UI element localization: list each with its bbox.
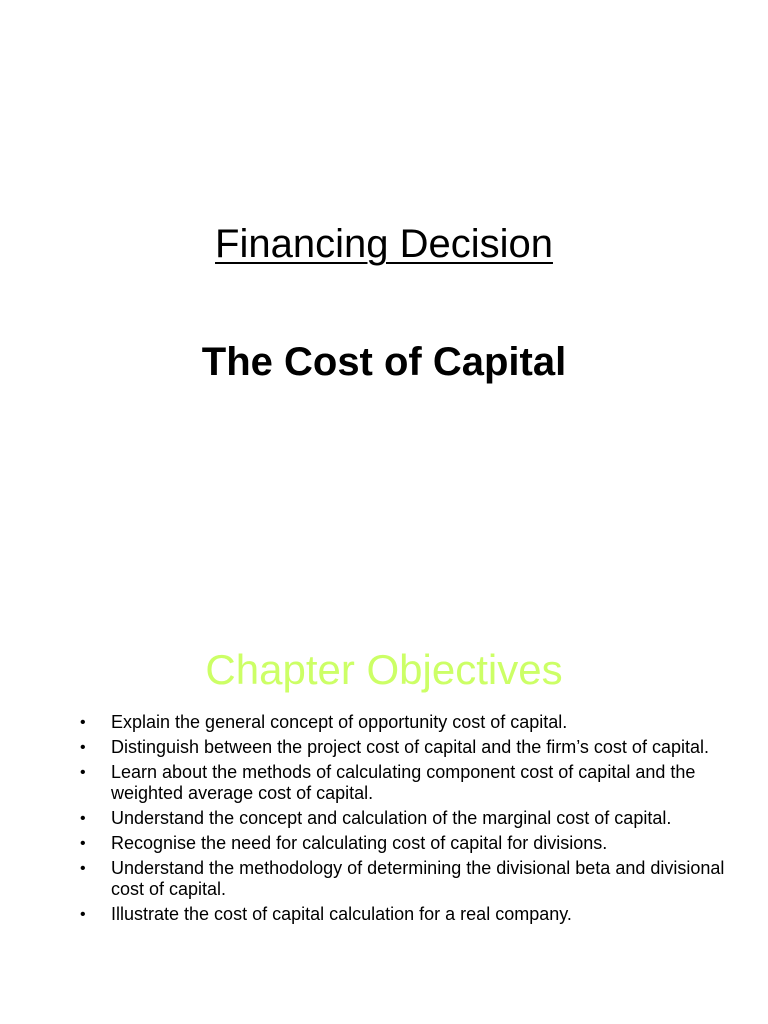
bullet-icon: • bbox=[80, 835, 86, 852]
objective-text: Recognise the need for calculating cost of capital for divisions. bbox=[111, 833, 608, 853]
objective-text: Understand the concept and calculation of the marginal cost of capital. bbox=[111, 808, 672, 828]
bullet-icon: • bbox=[80, 739, 86, 756]
objective-text: Explain the general concept of opportunity cost of capital. bbox=[111, 712, 568, 732]
slide-title: Financing Decision bbox=[215, 222, 553, 266]
bullet-icon: • bbox=[80, 906, 86, 923]
objective-item bbox=[80, 712, 740, 733]
bullet-icon: • bbox=[80, 714, 86, 731]
objective-item bbox=[80, 762, 740, 804]
objective-text: Learn about the methods of calculating component cost of capital and the weighted average cost of capital. bbox=[111, 762, 696, 803]
slide-subtitle: The Cost of Capital bbox=[201, 340, 567, 384]
objectives-list bbox=[80, 712, 740, 929]
objective-item bbox=[80, 904, 740, 925]
bullet-icon: • bbox=[80, 860, 86, 877]
objective-text: Understand the methodology of determining the divisional beta and divisional cost of capital. bbox=[111, 858, 725, 899]
objective-item bbox=[80, 737, 740, 758]
objective-text: Distinguish between the project cost of capital and the firm’s cost of capital. bbox=[111, 737, 709, 757]
objective-item bbox=[80, 833, 740, 854]
objective-text: Illustrate the cost of capital calculation for a real company. bbox=[111, 904, 572, 924]
objectives-heading: Chapter Objectives bbox=[205, 646, 563, 693]
bullet-icon: • bbox=[80, 764, 86, 781]
objective-item bbox=[80, 858, 740, 900]
objective-item bbox=[80, 808, 740, 829]
bullet-icon: • bbox=[80, 810, 86, 827]
